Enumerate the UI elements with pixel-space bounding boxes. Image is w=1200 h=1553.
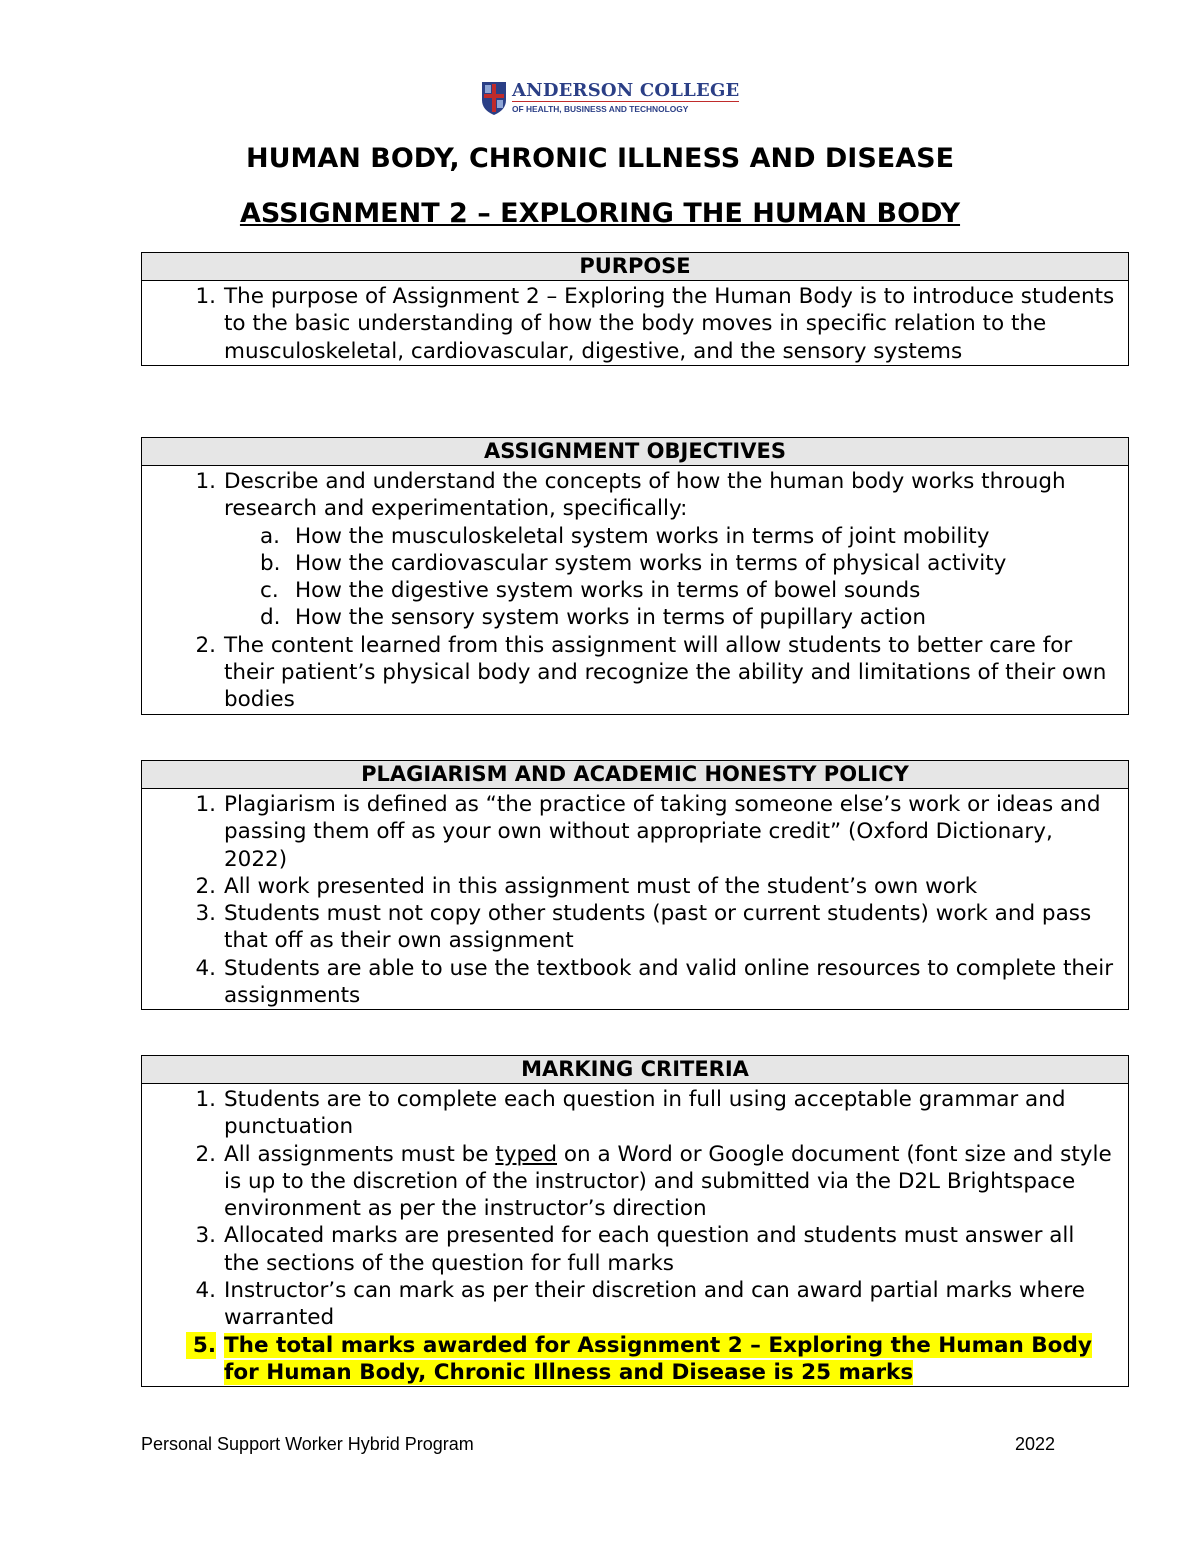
sub-list-item: c. How the digestive system works in terms of bowel sounds bbox=[260, 578, 921, 604]
list-item: 3. Allocated marks are presented for each question and students must answer all the sections of the question for full marks bbox=[195, 1223, 1075, 1276]
college-name: ANDERSON COLLEGE bbox=[512, 80, 740, 101]
typed-emphasis: typed bbox=[495, 1141, 558, 1167]
document-title: HUMAN BODY, CHRONIC ILLNESS AND DISEASE bbox=[245, 143, 955, 174]
list-item: 2. The content learned from this assignment will allow students to better care for their patient’s physical body and recognize the ability and limitations of their own bodies bbox=[195, 632, 1107, 713]
list-item: 1. Students are to complete each question in full using acceptable grammar and punctuation bbox=[195, 1087, 1066, 1140]
assignment-title: ASSIGNMENT 2 – EXPLORING THE HUMAN BODY bbox=[239, 198, 961, 229]
objectives-section bbox=[141, 437, 1129, 715]
section-header: ASSIGNMENT OBJECTIVES bbox=[142, 438, 1128, 466]
footer-program: Personal Support Worker Hybrid Program bbox=[141, 1434, 474, 1454]
sub-list-item: b. How the cardiovascular system works in terms of physical activity bbox=[260, 550, 1007, 576]
section-header: PLAGIARISM AND ACADEMIC HONESTY POLICY bbox=[142, 761, 1128, 789]
college-logo bbox=[480, 78, 740, 118]
list-item: 2. All work presented in this assignment must of the student’s own work bbox=[195, 873, 978, 899]
list-item: 3. Students must not copy other students (past or current students) work and pass that off as their own assignment bbox=[195, 901, 1092, 954]
college-crest-icon bbox=[480, 80, 508, 116]
plagiarism-section bbox=[141, 760, 1129, 1010]
list-item: 1. Plagiarism is defined as “the practice of taking someone else’s work or ideas and passing them off as your own without appropriate credit” (Oxford Dictionary, 2022) bbox=[195, 792, 1101, 872]
section-header: MARKING CRITERIA bbox=[142, 1056, 1128, 1084]
highlighted-total-marks: 5. The total marks awarded for Assignment 2 – Exploring the Human Body for Human Body, Chronic Illness and Disease is 25 marks bbox=[142, 1332, 1128, 1387]
list-item: 1. Describe and understand the concepts of how the human body works through research and experimentation, specifically: bbox=[195, 469, 1066, 522]
list-item: 1. The purpose of Assignment 2 – Exploring the Human Body is to introduce students to the basic understanding of how the body moves in specific relation to the musculoskeletal, cardiovascular, digestive, and the sensory systems bbox=[195, 284, 1115, 364]
purpose-section bbox=[141, 252, 1129, 366]
list-item: 4. Students are able to use the textbook and valid online resources to complete their assignments bbox=[195, 955, 1114, 1009]
list-item: 2. All assignments must be typed on a Word or Google document (font size and style is up to the discretion of the instructor) and submitted via the D2L Brightspace environment as per the instructor’s direction bbox=[195, 1141, 1112, 1222]
sub-list-item: a. How the musculoskeletal system works in terms of joint mobility bbox=[260, 523, 990, 549]
college-subtitle: OF HEALTH, BUSINESS AND TECHNOLOGY bbox=[512, 101, 739, 115]
section-header: PURPOSE bbox=[142, 253, 1128, 281]
marking-section bbox=[141, 1055, 1129, 1387]
list-item: 4. Instructor’s can mark as per their discretion and can award partial marks where warranted bbox=[195, 1278, 1085, 1331]
footer-year: 2022 bbox=[1015, 1434, 1056, 1454]
sub-list-item: d. How the sensory system works in terms of pupillary action bbox=[260, 605, 926, 631]
